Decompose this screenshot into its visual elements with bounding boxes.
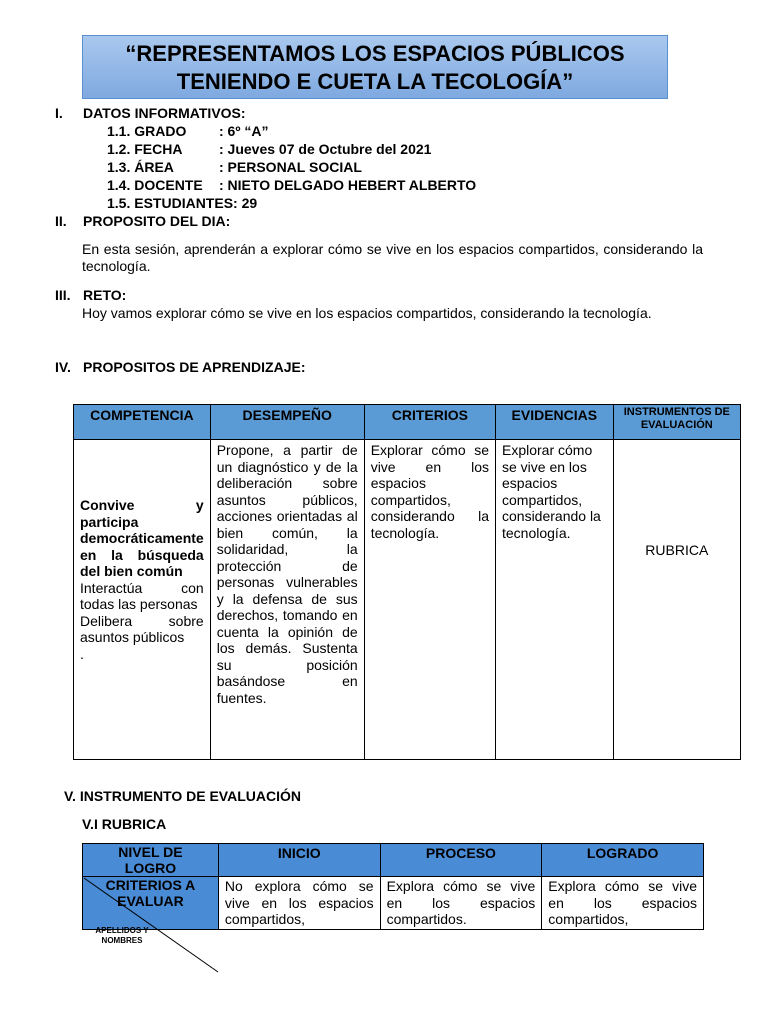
- header-criterios: CRITERIOS: [364, 405, 495, 440]
- header-proceso: PROCESO: [380, 844, 542, 877]
- evidencias-cell: Explorar cómo se vive en los espacios compartidos, considerando la tecnología.: [496, 440, 614, 760]
- criterios-cell: Explorar cómo se vive en los espacios compartidos, considerando la tecnología.: [364, 440, 495, 760]
- info-docente: [107, 177, 477, 193]
- section-label: PROPOSITO DEL DIA:: [83, 213, 231, 229]
- criterios-evaluar-cell: CRITERIOS A EVALUAR: [83, 877, 219, 930]
- instrumento-cell: RUBRICA: [613, 440, 740, 760]
- info-key: ESTUDIANTES:: [134, 195, 238, 211]
- section-rubrica: V.I RUBRICA: [82, 816, 167, 832]
- page-title: [82, 35, 668, 99]
- info-key: GRADO: [134, 123, 187, 139]
- info-fecha: [107, 141, 432, 157]
- info-estudiantes: [107, 195, 257, 211]
- info-num: 1.2.: [107, 141, 131, 157]
- info-value: : PERSONAL SOCIAL: [219, 159, 362, 175]
- info-num: 1.1.: [107, 123, 131, 139]
- section-number: I.: [55, 105, 63, 121]
- header-desempeno: DESEMPEÑO: [210, 405, 364, 440]
- title-line-1: “REPRESENTAMOS LOS ESPACIOS PÚBLICOS: [125, 41, 625, 66]
- competencia-item: Delibera sobre asuntos públicos: [80, 612, 204, 645]
- competencia-item: .: [80, 645, 84, 662]
- competencia-item: Interactúa con todas las personas: [80, 579, 204, 612]
- table-header-row: [83, 844, 704, 877]
- info-value: : Jueves 07 de Octubre del 2021: [219, 141, 432, 157]
- inicio-cell: No explora cómo se vive en los espacios compartidos,: [218, 877, 380, 930]
- aprendizaje-table: [73, 404, 741, 760]
- section-instrumento: V. INSTRUMENTO DE EVALUACIÓN: [64, 788, 301, 804]
- table-row: [74, 440, 741, 760]
- proceso-cell: Explora cómo se vive en los espacios compartidos.: [380, 877, 542, 930]
- info-key: FECHA: [134, 141, 183, 157]
- header-instrumentos: INSTRUMENTOS DE EVALUACIÓN: [613, 405, 740, 440]
- title-line-2: TENIENDO E CUETA LA TECOLOGÍA”: [176, 69, 574, 94]
- competencia-cell: [74, 440, 211, 760]
- header-logrado: LOGRADO: [542, 844, 704, 877]
- info-value: : 6º “A”: [219, 123, 269, 139]
- header-nivel-logro: NIVEL DE LOGRO: [83, 844, 219, 877]
- desempeno-cell: Propone, a partir de un diagnóstico y de la deliberación sobre asuntos públicos, acciones orientadas al bien común, la solidaridad, la protección de personas vulnerables y la defensa de sus derechos, tomando en cuenta la opinión de los demás. Sustenta su posición basándose en fuentes.: [210, 440, 364, 760]
- info-value: 29: [241, 195, 258, 211]
- apellidos-nombres-label: APELLIDOS Y NOMBRES: [95, 926, 149, 945]
- info-num: 1.4.: [107, 177, 131, 193]
- header-evidencias: EVIDENCIAS: [496, 405, 614, 440]
- section-label: PROPOSITOS DE APRENDIZAJE:: [83, 359, 306, 375]
- table-header-row: [74, 405, 741, 440]
- header-inicio: INICIO: [218, 844, 380, 877]
- info-num: 1.3.: [107, 159, 131, 175]
- info-value: : NIETO DELGADO HEBERT ALBERTO: [219, 177, 477, 193]
- section-number: II.: [55, 213, 67, 229]
- section-label: RETO:: [83, 287, 127, 303]
- header-competencia: COMPETENCIA: [74, 405, 211, 440]
- competencia-title: Convive y participa democráticamente en la búsqueda del bien común: [80, 497, 204, 579]
- reto-text: Hoy vamos explorar cómo se vive en los espacios compartidos, considerando la tecnología.: [82, 305, 652, 321]
- info-area: [107, 159, 362, 175]
- info-grado: [107, 123, 269, 139]
- logrado-cell: Explora cómo se vive en los espacios compartidos,: [542, 877, 704, 930]
- section-label: DATOS INFORMATIVOS:: [83, 105, 246, 121]
- info-num: 1.5.: [107, 195, 131, 211]
- section-number: IV.: [55, 359, 71, 375]
- info-key: ÁREA: [134, 159, 174, 175]
- section-number: III.: [55, 287, 71, 303]
- proposito-dia-text: En esta sesión, aprenderán a explorar cómo se vive en los espacios compartidos, considerando la tecnología.: [82, 241, 703, 274]
- info-key: DOCENTE: [134, 177, 203, 193]
